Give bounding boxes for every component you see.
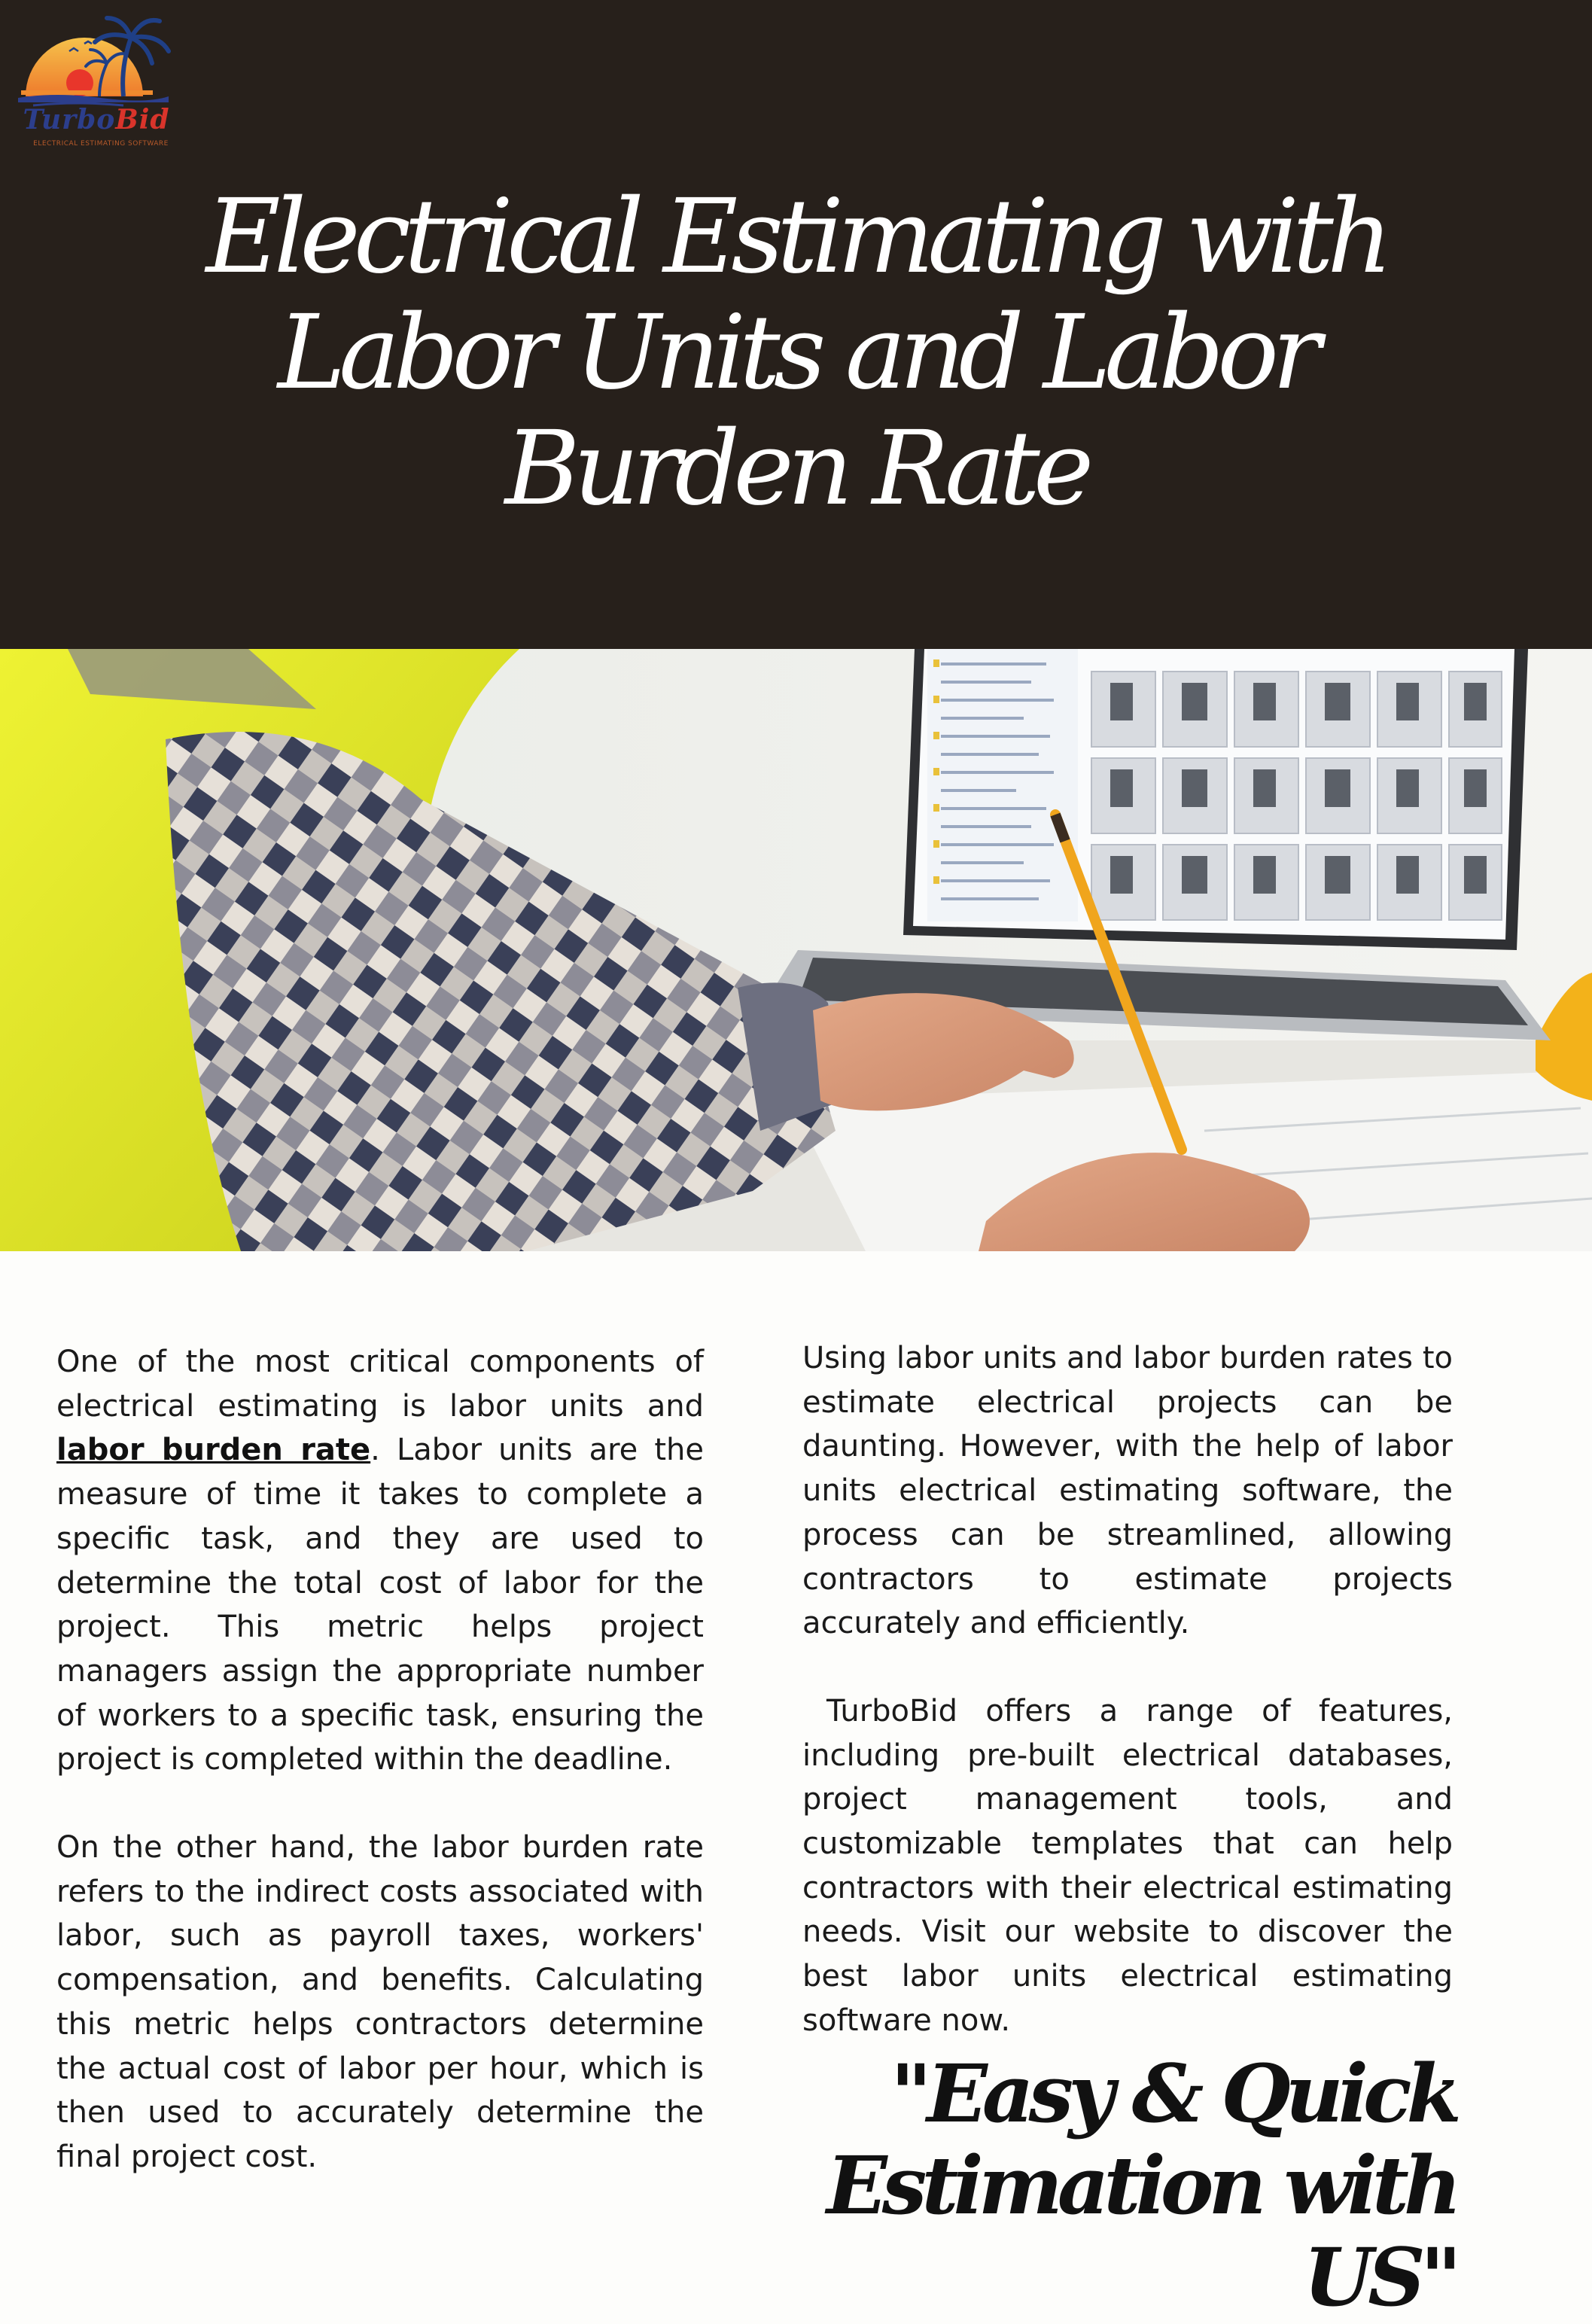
intro-text-start: One of the most critical components of electrical estimating is labor units and <box>56 1345 704 1424</box>
turbobid-paragraph: TurboBid offers a range of features, including pre-built electrical databases, project management tools, and customizable templates that can help contractors with their electrical estimating needs. Visit our website to discover the best labor units electrical estimating software now. <box>802 1693 1453 2038</box>
hero-image <box>0 649 1592 1251</box>
intro-text-end: . Labor units are the measure of time it takes to complete a specific task, and they are used to determine the total cost of labor for the project. This metric helps project managers assign the appropriate number of workers to a specific task, ensuring the project is completed within the deadline. <box>56 1433 704 1777</box>
turbobid-logo[interactable] <box>11 8 176 147</box>
logo-brand-part1: Turbo <box>23 104 116 136</box>
logo-tagline: ELECTRICAL ESTIMATING SOFTWARE <box>33 140 169 148</box>
slogan-line-1: "Easy & Quick <box>890 2046 1457 2140</box>
left-column <box>56 1340 704 2223</box>
right-column <box>802 1336 1453 2087</box>
logo-brand-part2: Bid <box>115 104 170 136</box>
logo-wordmark <box>15 104 178 136</box>
slogan-line-2: Estimation with US" <box>826 2138 1457 2324</box>
header-banner <box>0 0 1592 649</box>
intro-paragraph <box>56 1340 704 1782</box>
page-title: Electrical Estimating with Labor Units and Labor Burden Rate <box>205 178 1387 528</box>
software-paragraph: Using labor units and labor burden rates to estimate electrical projects can be daunting. However, with the help of labor units electrical estimating software, the process can be streamlined, allowing contractors to estimate projects accurately and efficiently. <box>802 1341 1453 1641</box>
contractor-laptop-photo <box>0 649 1592 1251</box>
slogan-quote <box>753 2048 1457 2323</box>
burden-rate-paragraph: On the other hand, the labor burden rate refers to the indirect costs associated with labor, such as payroll taxes, workers' compensation, and benefits. Calculating this metric helps contractors determine the actual cost of labor per hour, which is then used to accurately determine the final project cost. <box>56 1830 704 2174</box>
labor-burden-rate-link[interactable]: labor burden rate <box>56 1433 371 1468</box>
